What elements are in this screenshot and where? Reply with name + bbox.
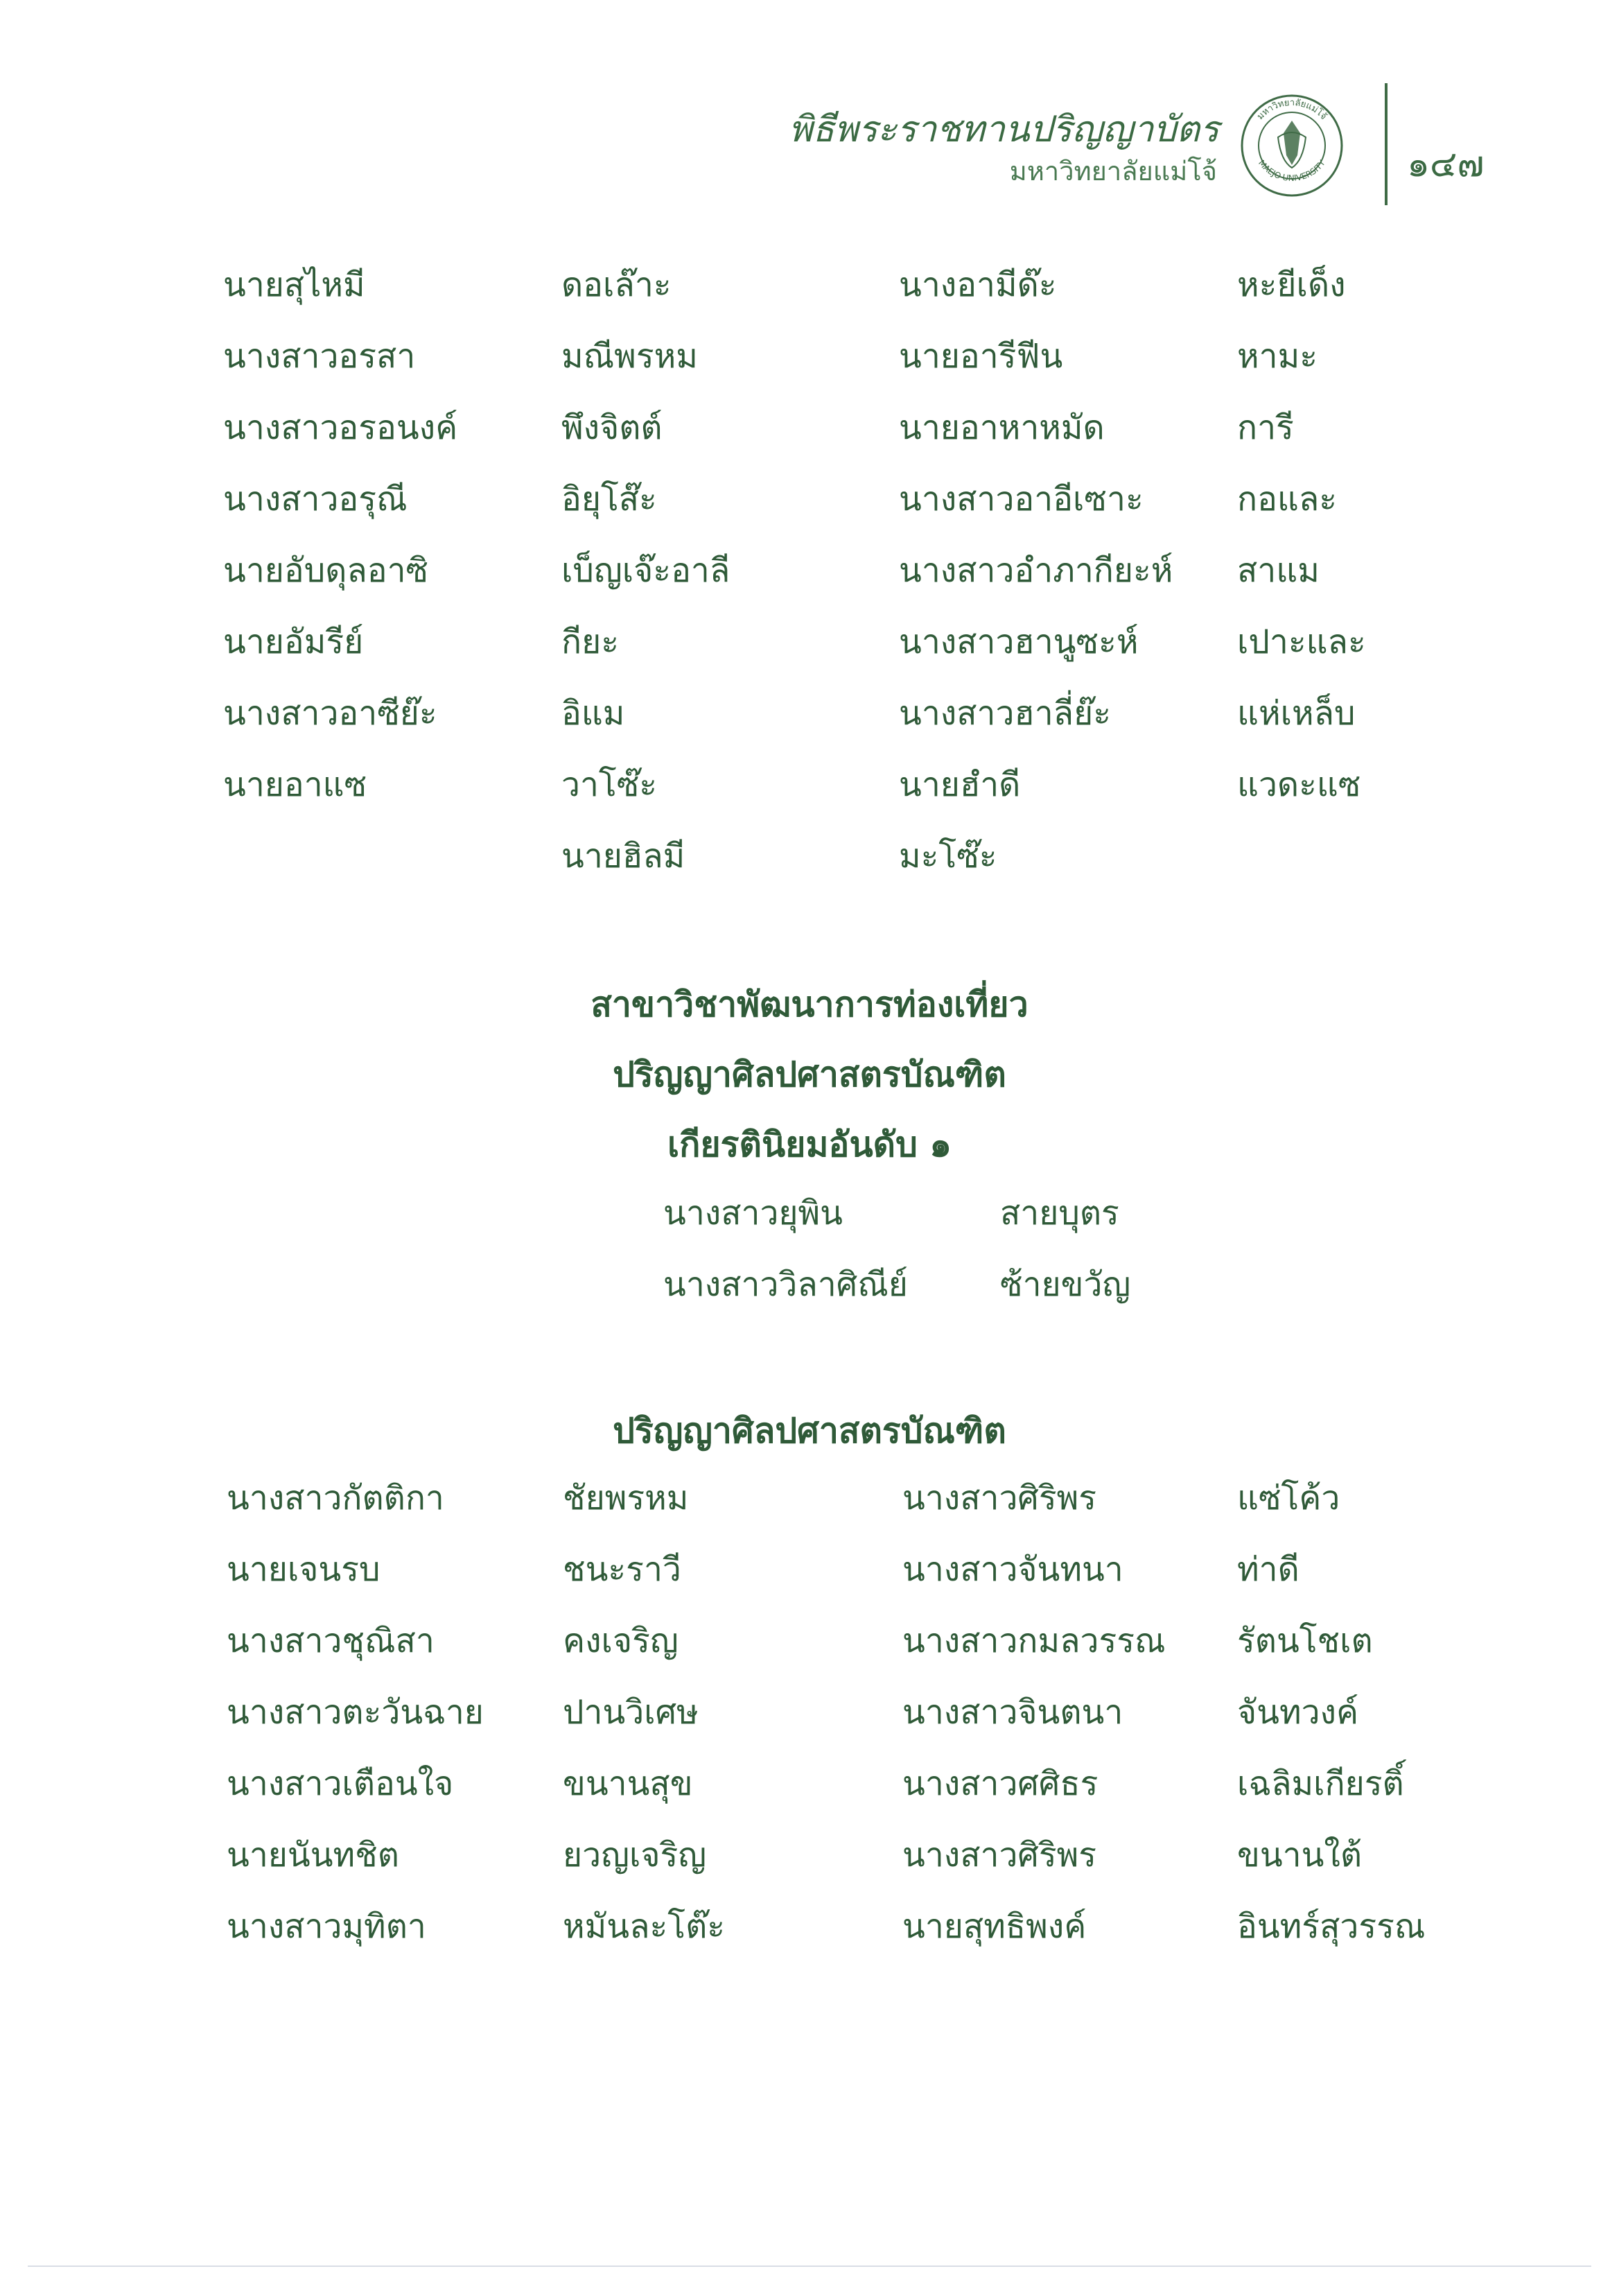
last-name: กียะ: [561, 623, 619, 661]
last-name: ปานวิเศษ: [563, 1693, 699, 1732]
first-name: นายเจนรบ: [227, 1550, 380, 1589]
ceremony-title: พิธีพระราชทานปริญญาบัตร: [788, 109, 1219, 150]
table-row: [0, 623, 1619, 694]
page-number: ๑๔๗: [1407, 144, 1485, 185]
table-row: [0, 1479, 1619, 1550]
university-name: มหาวิทยาลัยแม่โจ้: [1009, 156, 1217, 186]
degree-heading-repeat: ปริญญาศิลปศาสตรบัณฑิต: [613, 1411, 1006, 1451]
last-name: อิแม: [561, 694, 625, 733]
last-name: มณีพรหม: [561, 337, 698, 376]
table-row: [0, 1194, 1619, 1265]
last-name: การี: [1237, 408, 1294, 447]
page-header: [0, 83, 1619, 215]
last-name: หมันละโต๊ะ: [563, 1907, 726, 1946]
last-name: ขนานใต้: [1237, 1836, 1362, 1875]
first-name: นางสาวศิริพร: [902, 1836, 1097, 1875]
honors-name-list: [0, 1194, 1619, 1337]
last-name: เฉลิมเกียรติ์: [1237, 1764, 1404, 1803]
first-name: นางสาวเตือนใจ: [227, 1764, 454, 1803]
last-name: คงเจริญ: [563, 1621, 679, 1660]
first-name: นางสาวจันทนา: [902, 1550, 1123, 1589]
first-name: นายสุไหมี: [223, 266, 365, 304]
first-name: นายอารีฟีน: [899, 337, 1063, 376]
last-name: อิยุโส๊ะ: [561, 480, 657, 519]
last-name: แซ่โค้ว: [1237, 1479, 1340, 1517]
last-name: มะโซ๊ะ: [899, 837, 997, 876]
last-name: ท่าดี: [1237, 1550, 1299, 1589]
first-name: นางสาวฮาลี่ย๊ะ: [899, 694, 1111, 733]
last-name: แวดะแซ: [1237, 765, 1361, 804]
bottom-name-list: [0, 1479, 1619, 1978]
first-name: นายสุทธิพงค์: [902, 1907, 1087, 1946]
university-seal-icon: [1239, 93, 1345, 198]
last-name: เบ็ญเจ๊ะอาลี: [561, 551, 730, 590]
first-name: นางอามีด๊ะ: [899, 266, 1057, 304]
table-row: [0, 694, 1619, 765]
scan-edge-line: [28, 2265, 1591, 2267]
table-row: [0, 1764, 1619, 1836]
first-name: นายฮิลมี: [561, 837, 685, 876]
table-row: [0, 1621, 1619, 1693]
last-name: ยวญเจริญ: [563, 1836, 707, 1875]
first-name: นางสาวศศิธร: [902, 1764, 1099, 1803]
table-row: [0, 480, 1619, 551]
table-row: [0, 408, 1619, 480]
last-name: ชนะราวี: [563, 1550, 681, 1589]
first-name: นายนันทชิต: [227, 1836, 399, 1875]
first-name: นางสาวอาอีเซาะ: [899, 480, 1144, 519]
first-name: นางสาวยุพิน: [663, 1194, 843, 1233]
first-name: นางสาวชุณิสา: [227, 1621, 435, 1660]
table-row: [0, 1550, 1619, 1621]
first-name: นางสาวมุทิตา: [227, 1907, 426, 1946]
table-row: [0, 337, 1619, 408]
last-name: เปาะและ: [1237, 623, 1366, 661]
table-row: [0, 837, 1619, 908]
last-name: ขนานสุข: [563, 1764, 693, 1803]
first-name: นางสาวฮานูซะห์: [899, 623, 1139, 661]
first-name: นายอับดุลอาซิ: [223, 551, 429, 590]
svg-text:มหาวิทยาลัยแม่โจ้: [1255, 98, 1329, 122]
table-row: [0, 1265, 1619, 1337]
seal-bottom-text: MAEJO UNIVERSITY: [1257, 158, 1327, 183]
last-name: หามะ: [1237, 337, 1318, 376]
last-name: รัตนโชเต: [1237, 1621, 1373, 1660]
first-name: นายอาหาหมัด: [899, 408, 1105, 447]
last-name: ซ้ายขวัญ: [1000, 1265, 1131, 1304]
last-name: ชัยพรหม: [563, 1479, 689, 1517]
table-row: [0, 1836, 1619, 1907]
table-row: [0, 266, 1619, 337]
first-name: นางสาวอาซีย๊ะ: [223, 694, 437, 733]
top-name-list: [0, 266, 1619, 908]
last-name: จันทวงค์: [1237, 1693, 1359, 1732]
table-row: [0, 765, 1619, 837]
last-name: พึงจิตต์: [561, 408, 663, 447]
table-row: [0, 551, 1619, 623]
first-name: นางสาวตะวันฉาย: [227, 1693, 484, 1732]
last-name: กอและ: [1237, 480, 1338, 519]
major-heading: สาขาวิชาพัฒนาการท่องเที่ยว: [590, 984, 1029, 1025]
last-name: สาแม: [1237, 551, 1320, 590]
last-name: อินทร์สุวรรณ: [1237, 1907, 1426, 1946]
last-name: สายบุตร: [1000, 1194, 1119, 1233]
honors-heading: เกียรตินิยมอันดับ ๑: [667, 1124, 952, 1165]
last-name: แห่เหล็บ: [1237, 694, 1356, 733]
first-name: นางสาวอำภากียะห์: [899, 551, 1173, 590]
table-row: [0, 1693, 1619, 1764]
first-name: นายฮำดี: [899, 765, 1021, 804]
last-name: วาโซ๊ะ: [561, 765, 658, 804]
first-name: นางสาววิลาศิณีย์: [663, 1265, 908, 1304]
first-name: นายอาแซ: [223, 765, 367, 804]
first-name: นางสาวกัตติกา: [227, 1479, 444, 1517]
header-divider: [1385, 83, 1388, 205]
first-name: นางสาวอรอนงค์: [223, 408, 458, 447]
first-name: นางสาวจินตนา: [902, 1693, 1123, 1732]
first-name: นางสาวศิริพร: [902, 1479, 1097, 1517]
last-name: ดอเล๊าะ: [561, 266, 672, 304]
first-name: นางสาวอรสา: [223, 337, 416, 376]
first-name: นางสาวกมลวรรณ: [902, 1621, 1166, 1660]
table-row: [0, 1907, 1619, 1978]
first-name: นางสาวอรุณี: [223, 480, 408, 519]
last-name: หะยีเด็ง: [1237, 266, 1346, 304]
first-name: นายอัมรีย์: [223, 623, 364, 661]
degree-heading: ปริญญาศิลปศาสตรบัณฑิต: [613, 1054, 1006, 1095]
seal-top-text: มหาวิทยาลัยแม่โจ้: [1255, 97, 1329, 122]
